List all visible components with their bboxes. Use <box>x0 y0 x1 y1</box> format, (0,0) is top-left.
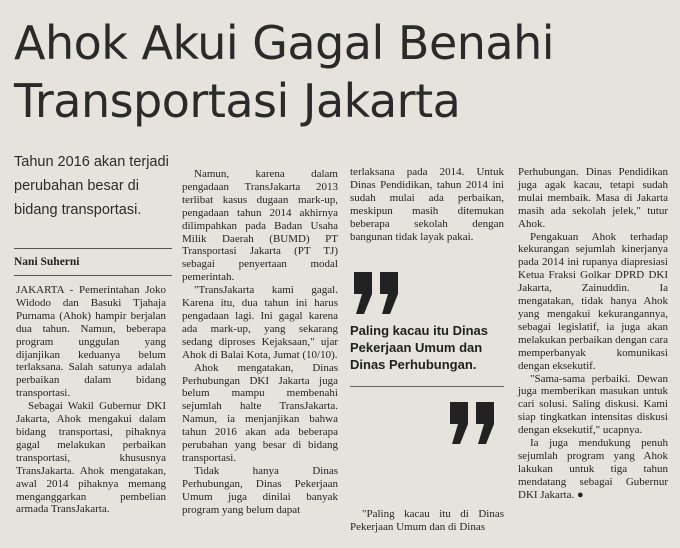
headline-line-2: Transportasi Jakarta <box>14 74 461 128</box>
paragraph: "Sama-sama perbaiki. Dewan juga memberikan masukan untuk cari solusi. Saling diskusi. Kami siap tingkatkan intensitas diskusi dengan eksekutif," ucapnya. <box>518 372 668 437</box>
paragraph: Sebagai Wakil Gubernur DKI Jakarta, Ahok mengakui dalam bidang transportasi, pihaknya gagal melakukan perbaikan transportasi, khususnya TransJakarta. Ahok mengatakan, awal 2014 pihaknya memang menganggarkan pembelian armada TransJakarta. <box>16 400 166 516</box>
article-column-2 <box>182 168 338 516</box>
paragraph: terlaksana pada 2014. Untuk Dinas Pendidikan, tahun 2014 ini sudah mulai ada perbaikan, meskipun masih ditemukan beberapa sekolah dengan bangunan tidak layak pakai. <box>350 166 504 243</box>
headline-line-1: Ahok Akui Gagal Benahi <box>14 16 555 70</box>
article-column-3 <box>350 166 504 243</box>
deck-divider <box>14 248 172 249</box>
paragraph: Pengakuan Ahok terhadap kekurangan sejumlah kinerjanya pada 2014 ini rupanya diapresiasi Ketua Fraksi Golkar DPRD DKI Jakarta, Zainuddin. Ia mengatakan, tidak hanya Ahok yang mengakui kekurangannya, sebagai legislatif, ia juga akan melakukan perbaikan dengan cara memperbanyak komunikasi dengan eksekutif. <box>518 230 668 372</box>
article-column-4 <box>518 166 668 502</box>
pull-quote-divider <box>350 386 504 387</box>
headline <box>14 14 674 130</box>
open-quote-icon <box>350 268 410 318</box>
paragraph: Ahok mengatakan, Dinas Perhubungan DKI Jakarta juga belum mampu membenahi sejumlah halte TransJakarta. Namun, ia menjanjikan bahwa tahun 2016 akan ada beberapa perubahan yang besar di bidang transportasi. <box>182 361 338 464</box>
paragraph: JAKARTA - Pemerintahan Joko Widodo dan Basuki Tjahaja Purnama (Ahok) hampir berjalan dua tahun. Namun, beberapa program unggulan yang dijanjikan keduanya belum terlaksana. Salah satunya adalah perbaikan dalam bidang transportasi. <box>16 284 166 400</box>
close-quote-icon <box>446 398 506 448</box>
pull-quote: Paling kacau itu Dinas Pekerjaan Umum dan Dinas Perhubungan. <box>350 323 488 372</box>
paragraph: "Paling kacau itu di Dinas Pekerjaan Umum dan di Dinas <box>350 508 504 533</box>
paragraph: Perhubungan. Dinas Pendidikan juga agak kacau, tetapi sudah mulai membaik. Masa di Jakarta masih ada sekolah jelek," tutur Ahok. <box>518 166 668 230</box>
paragraph: Tidak hanya Dinas Perhubungan, Dinas Pekerjaan Umum juga dinilai banyak program yang belum dapat <box>182 464 338 516</box>
byline: Nani Suherni <box>14 256 80 268</box>
deck-subtitle: Tahun 2016 akan terjadi perubahan besar di bidang transportasi. <box>14 154 169 218</box>
article-column-3-continued <box>350 508 504 534</box>
paragraph: Ia juga mendukung penuh sejumlah program yang Ahok lakukan untuk tiga tahun mendatang sebagai Gubernur DKI Jakarta. ● <box>518 437 668 501</box>
paragraph: Namun, karena dalam pengadaan TransJakarta 2013 terlibat kasus dugaan mark-up, pengadaan tahun 2014 akhirnya dilimpahkan pada Badan Usaha Milik Daerah (BUMD) PT Transportasi Jakarta (PT TJ) sebagai penyertaan modal pemerintah. <box>182 168 338 284</box>
article-column-1 <box>16 284 166 516</box>
paragraph: "TransJakarta kami gagal. Karena itu, dua tahun ini harus pengadaan lagi. Ini gagal karena ada mark-up, yang sekarang sedang diproses Kejaksaan," ujar Ahok di Balai Kota, Jumat (10/10). <box>182 284 338 361</box>
byline-divider <box>14 275 172 276</box>
